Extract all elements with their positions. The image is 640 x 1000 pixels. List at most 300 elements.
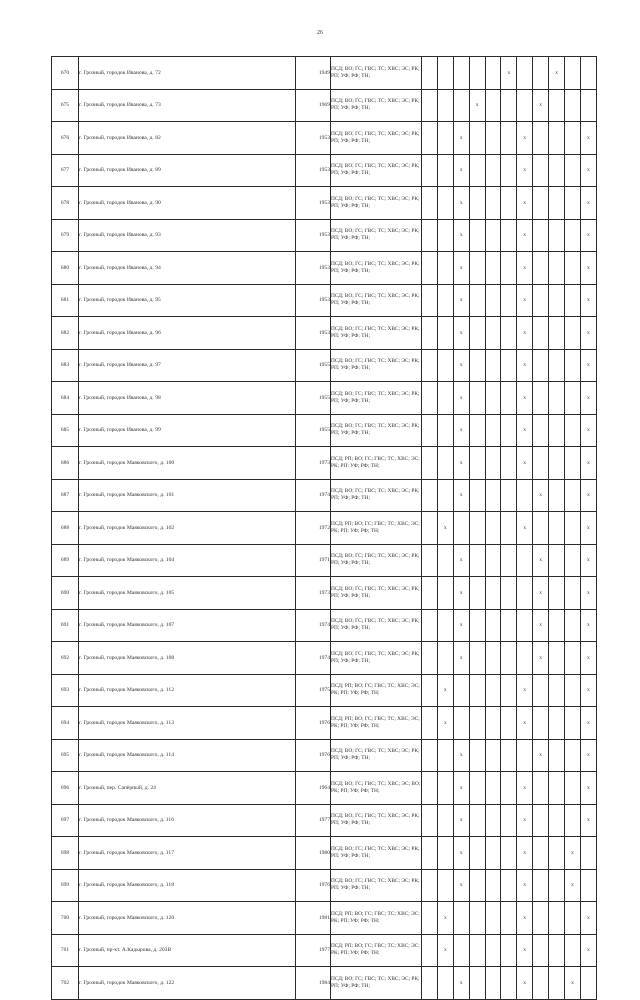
mark-cell: [469, 967, 485, 1000]
mark-cell: [533, 349, 549, 382]
mark-cell: [422, 122, 438, 155]
mark-cell: [453, 707, 469, 740]
mark-cell: [501, 122, 517, 155]
page-number: 26: [317, 30, 323, 36]
address-cell: г. Грозный, городок Маяковского, д. 108: [79, 642, 296, 675]
mark-cell: [549, 967, 565, 1000]
mark-cell: x: [580, 252, 596, 285]
mark-cell: [565, 252, 581, 285]
mark-cell: [501, 544, 517, 577]
mark-cell: x: [453, 739, 469, 772]
mark-cell: [469, 252, 485, 285]
systems-cell: ПСД; РП; ВО; ГС; ГВС; ТС; ХВС; ЭС; РК; РП; УФ; РФ; ТН;: [331, 707, 422, 740]
mark-cell: [437, 349, 453, 382]
mark-cell: [565, 219, 581, 252]
mark-cell: [437, 252, 453, 285]
row-number-cell: 695: [52, 739, 79, 772]
mark-cell: [533, 187, 549, 220]
table-row: [52, 219, 597, 252]
address-cell: г. Грозный, пер. Сапёрный, д. 24: [79, 772, 296, 805]
systems-cell: ПСД; РП; ВО; ГС; ГВС; ТС; ХВС; ЭС; РК; РП; УФ; РФ; ТН;: [331, 934, 422, 967]
mark-cell: x: [533, 609, 549, 642]
address-cell: г. Грозный, городок Маяковского, д. 107: [79, 609, 296, 642]
mark-cell: [469, 349, 485, 382]
mark-cell: x: [580, 577, 596, 610]
mark-cell: [422, 609, 438, 642]
address-cell: г. Грозный, городок Маяковского, д. 118: [79, 869, 296, 902]
mark-cell: [565, 934, 581, 967]
systems-cell: ПСД; ВО; ГС; ГВС; ТС; ХВС; ЭС; РК; РП; УФ; РФ; ТН;: [331, 284, 422, 317]
mark-cell: x: [517, 674, 533, 707]
mark-cell: x: [453, 219, 469, 252]
mark-cell: [437, 479, 453, 512]
address-cell: г. Грозный, городок Иванова, д. 89: [79, 154, 296, 187]
address-cell: г. Грозный, городок Маяковского, д. 100: [79, 447, 296, 480]
mark-cell: x: [437, 674, 453, 707]
systems-cell: ПСД; ВО; ГС; ГВС; ТС; ХВС; ЭС; РК; РП; УФ; РФ; ТН;: [331, 642, 422, 675]
mark-cell: [469, 577, 485, 610]
year-cell: 1981: [296, 902, 331, 935]
systems-cell: ПСД; ВО; ГС; ГВС; ТС; ХВС; ЭС; РК; РП; УФ; РФ; ТН;: [331, 869, 422, 902]
mark-cell: [422, 219, 438, 252]
table-row: [52, 837, 597, 870]
row-number-cell: 687: [52, 479, 79, 512]
mark-cell: x: [580, 902, 596, 935]
year-cell: 1953: [296, 252, 331, 285]
mark-cell: [533, 414, 549, 447]
mark-cell: [549, 89, 565, 122]
row-number-cell: 689: [52, 544, 79, 577]
mark-cell: x: [517, 902, 533, 935]
mark-cell: x: [453, 967, 469, 1000]
row-number-cell: 690: [52, 577, 79, 610]
mark-cell: x: [580, 609, 596, 642]
systems-cell: ПСД; ВО; ГС; ГВС; ТС; ХВС; ЭС; РК; РП; УФ; РФ; ТН;: [331, 187, 422, 220]
row-number-cell: 691: [52, 609, 79, 642]
mark-cell: [422, 804, 438, 837]
systems-cell: ПСД; ВО; ГС; ГВС; ТС; ХВС; ЭС; РК; РП; УФ; РФ; ТН;: [331, 577, 422, 610]
mark-cell: [549, 284, 565, 317]
mark-cell: [533, 869, 549, 902]
mark-cell: [453, 934, 469, 967]
mark-cell: x: [565, 837, 581, 870]
mark-cell: x: [453, 869, 469, 902]
mark-cell: [501, 642, 517, 675]
year-cell: 1953: [296, 122, 331, 155]
mark-cell: [549, 609, 565, 642]
row-number-cell: 675: [52, 89, 79, 122]
mark-cell: [437, 642, 453, 675]
mark-cell: x: [501, 57, 517, 90]
mark-cell: [485, 837, 501, 870]
mark-cell: x: [453, 544, 469, 577]
mark-cell: [437, 739, 453, 772]
mark-cell: [437, 187, 453, 220]
mark-cell: [422, 252, 438, 285]
address-cell: г. Грозный, городок Маяковского, д. 114: [79, 739, 296, 772]
systems-cell: ПСД; ВО; ГС; ГВС; ТС; ХВС; ЭС; РК; РП; УФ; РФ; ТН;: [331, 804, 422, 837]
mark-cell: [533, 967, 549, 1000]
address-cell: г. Грозный, городок Иванова, д. 99: [79, 414, 296, 447]
mark-cell: [565, 89, 581, 122]
mark-cell: [533, 284, 549, 317]
mark-cell: x: [580, 544, 596, 577]
mark-cell: [517, 479, 533, 512]
year-cell: 1969: [296, 89, 331, 122]
mark-cell: [422, 317, 438, 350]
mark-cell: [485, 479, 501, 512]
mark-cell: [485, 512, 501, 545]
mark-cell: [469, 154, 485, 187]
mark-cell: [469, 544, 485, 577]
mark-cell: x: [517, 252, 533, 285]
mark-cell: [485, 707, 501, 740]
mark-cell: x: [533, 577, 549, 610]
mark-cell: x: [453, 837, 469, 870]
table-row: [52, 609, 597, 642]
year-cell: 1972: [296, 512, 331, 545]
mark-cell: x: [517, 869, 533, 902]
table-row: [52, 869, 597, 902]
mark-cell: [437, 122, 453, 155]
year-cell: 1953: [296, 219, 331, 252]
address-cell: г. Грозный, городок Иванова, д. 93: [79, 219, 296, 252]
mark-cell: [517, 739, 533, 772]
year-cell: 1955: [296, 349, 331, 382]
mark-cell: [580, 837, 596, 870]
mark-cell: [533, 382, 549, 415]
table-row: [52, 804, 597, 837]
mark-cell: [453, 57, 469, 90]
address-cell: г. Грозный, городок Иванова, д. 97: [79, 349, 296, 382]
mark-cell: [485, 772, 501, 805]
mark-cell: x: [580, 414, 596, 447]
mark-cell: [469, 739, 485, 772]
row-number-cell: 678: [52, 187, 79, 220]
mark-cell: [469, 317, 485, 350]
mark-cell: x: [580, 382, 596, 415]
mark-cell: x: [533, 544, 549, 577]
mark-cell: x: [580, 739, 596, 772]
mark-cell: [422, 772, 438, 805]
mark-cell: [437, 57, 453, 90]
mark-cell: [501, 902, 517, 935]
mark-cell: x: [580, 479, 596, 512]
mark-cell: [437, 414, 453, 447]
year-cell: 1949: [296, 57, 331, 90]
mark-cell: [469, 447, 485, 480]
mark-cell: [501, 154, 517, 187]
housing-registry-table: [51, 56, 597, 1000]
mark-cell: [469, 187, 485, 220]
mark-cell: [517, 577, 533, 610]
mark-cell: [485, 447, 501, 480]
mark-cell: x: [453, 609, 469, 642]
row-number-cell: 680: [52, 252, 79, 285]
mark-cell: [501, 674, 517, 707]
systems-cell: ПСД; ВО; ГС; ГВС; ТС; ХВС; ЭС; РК; РП; УФ; РФ; ТН;: [331, 252, 422, 285]
mark-cell: x: [453, 252, 469, 285]
mark-cell: [501, 837, 517, 870]
row-number-cell: 677: [52, 154, 79, 187]
mark-cell: [469, 934, 485, 967]
mark-cell: [422, 284, 438, 317]
mark-cell: [549, 837, 565, 870]
mark-cell: [422, 707, 438, 740]
mark-cell: [437, 154, 453, 187]
year-cell: 1974: [296, 642, 331, 675]
row-number-cell: 681: [52, 284, 79, 317]
table-row: [52, 284, 597, 317]
address-cell: г. Грозный, городок Маяковского, д. 101: [79, 479, 296, 512]
mark-cell: [469, 512, 485, 545]
mark-cell: [437, 544, 453, 577]
address-cell: г. Грозный, городок Иванова, д. 96: [79, 317, 296, 350]
mark-cell: [485, 382, 501, 415]
address-cell: г. Грозный, городок Маяковского, д. 104: [79, 544, 296, 577]
address-cell: г. Грозный, городок Иванова, д. 95: [79, 284, 296, 317]
mark-cell: [549, 187, 565, 220]
address-cell: г. Грозный, городок Иванова, д. 72: [79, 57, 296, 90]
mark-cell: [533, 219, 549, 252]
address-cell: г. Грозный, пр-кт. А.Кадырова, д. 203В: [79, 934, 296, 967]
row-number-cell: 686: [52, 447, 79, 480]
mark-cell: [469, 284, 485, 317]
row-number-cell: 697: [52, 804, 79, 837]
mark-cell: [422, 414, 438, 447]
systems-cell: ПСД; РП; ВО; ГС; ГВС; ТС; ХВС; ЭС; РК; РП; УФ; РФ; ТН;: [331, 902, 422, 935]
mark-cell: [501, 739, 517, 772]
address-cell: г. Грозный, городок Маяковского, д. 105: [79, 577, 296, 610]
mark-cell: [422, 837, 438, 870]
mark-cell: [422, 89, 438, 122]
address-cell: г. Грозный, городок Маяковского, д. 113: [79, 707, 296, 740]
mark-cell: [437, 219, 453, 252]
mark-cell: x: [565, 869, 581, 902]
row-number-cell: 684: [52, 382, 79, 415]
mark-cell: [453, 674, 469, 707]
row-number-cell: 682: [52, 317, 79, 350]
mark-cell: [501, 349, 517, 382]
mark-cell: x: [580, 772, 596, 805]
mark-cell: [533, 122, 549, 155]
year-cell: 1980: [296, 837, 331, 870]
row-number-cell: 688: [52, 512, 79, 545]
mark-cell: x: [549, 57, 565, 90]
mark-cell: [549, 642, 565, 675]
mark-cell: [501, 219, 517, 252]
mark-cell: [485, 414, 501, 447]
mark-cell: x: [517, 219, 533, 252]
systems-cell: ПСД; ВО; ГС; ГВС; ТС; ХВС; ЭС; РК; РП; УФ; РФ; ТН;: [331, 739, 422, 772]
mark-cell: x: [517, 707, 533, 740]
mark-cell: x: [517, 154, 533, 187]
year-cell: 1971: [296, 544, 331, 577]
mark-cell: [422, 479, 438, 512]
mark-cell: [453, 512, 469, 545]
mark-cell: x: [580, 187, 596, 220]
mark-cell: x: [453, 577, 469, 610]
mark-cell: [422, 154, 438, 187]
table-row: [52, 57, 597, 90]
systems-cell: ПСД; ВО; ГС; ГВС; ТС; ХВС; ЭС; РК; РП; УФ; РФ; ТН;: [331, 57, 422, 90]
mark-cell: [533, 934, 549, 967]
mark-cell: [437, 317, 453, 350]
mark-cell: [422, 902, 438, 935]
mark-cell: x: [580, 642, 596, 675]
mark-cell: [422, 674, 438, 707]
row-number-cell: 683: [52, 349, 79, 382]
row-number-cell: 694: [52, 707, 79, 740]
mark-cell: [485, 154, 501, 187]
mark-cell: [469, 804, 485, 837]
mark-cell: [485, 89, 501, 122]
mark-cell: [533, 674, 549, 707]
mark-cell: [469, 609, 485, 642]
mark-cell: x: [437, 902, 453, 935]
mark-cell: [501, 707, 517, 740]
mark-cell: [533, 772, 549, 805]
address-cell: г. Грозный, городок Иванова, д. 90: [79, 187, 296, 220]
mark-cell: [533, 902, 549, 935]
mark-cell: [549, 739, 565, 772]
mark-cell: x: [453, 122, 469, 155]
row-number-cell: 702: [52, 967, 79, 1000]
mark-cell: [565, 414, 581, 447]
mark-cell: [485, 739, 501, 772]
year-cell: 1955: [296, 382, 331, 415]
mark-cell: x: [453, 382, 469, 415]
address-cell: г. Грозный, городок Маяковского, д. 102: [79, 512, 296, 545]
mark-cell: [549, 349, 565, 382]
mark-cell: x: [533, 739, 549, 772]
table-row: [52, 642, 597, 675]
mark-cell: x: [533, 479, 549, 512]
mark-cell: [580, 57, 596, 90]
systems-cell: ПСД; ВО; ГС; ГВС; ТС; ХВС; ЭС; РК; РП; УФ; РФ; ТН;: [331, 122, 422, 155]
address-cell: г. Грозный, городок Маяковского, д. 120: [79, 902, 296, 935]
table-row: [52, 317, 597, 350]
mark-cell: [422, 869, 438, 902]
address-cell: г. Грозный, городок Маяковского, д. 116: [79, 804, 296, 837]
mark-cell: [533, 57, 549, 90]
table-row: [52, 902, 597, 935]
systems-cell: ПСД; РП; ВО; ГС; ГВС; ТС; ХВС; ЭС; РК; РП; УФ; РФ; ТН;: [331, 674, 422, 707]
mark-cell: x: [565, 967, 581, 1000]
mark-cell: [549, 219, 565, 252]
mark-cell: [565, 284, 581, 317]
mark-cell: [485, 349, 501, 382]
mark-cell: x: [453, 317, 469, 350]
mark-cell: [549, 447, 565, 480]
mark-cell: [485, 252, 501, 285]
mark-cell: [533, 512, 549, 545]
mark-cell: [469, 122, 485, 155]
mark-cell: [501, 804, 517, 837]
table-row: [52, 674, 597, 707]
address-cell: г. Грозный, городок Маяковского, д. 112: [79, 674, 296, 707]
mark-cell: [485, 642, 501, 675]
mark-cell: [437, 837, 453, 870]
mark-cell: [549, 772, 565, 805]
mark-cell: [501, 479, 517, 512]
mark-cell: [422, 934, 438, 967]
mark-cell: x: [453, 154, 469, 187]
mark-cell: [565, 544, 581, 577]
mark-cell: x: [453, 349, 469, 382]
mark-cell: [549, 122, 565, 155]
year-cell: 1976: [296, 739, 331, 772]
year-cell: 1973: [296, 577, 331, 610]
mark-cell: x: [453, 187, 469, 220]
mark-cell: [565, 609, 581, 642]
mark-cell: [501, 414, 517, 447]
mark-cell: [549, 707, 565, 740]
mark-cell: x: [453, 414, 469, 447]
row-number-cell: 700: [52, 902, 79, 935]
mark-cell: [437, 382, 453, 415]
row-number-cell: 701: [52, 934, 79, 967]
mark-cell: [501, 609, 517, 642]
year-cell: 1953: [296, 187, 331, 220]
mark-cell: x: [517, 122, 533, 155]
mark-cell: [437, 804, 453, 837]
mark-cell: [469, 382, 485, 415]
mark-cell: [517, 89, 533, 122]
mark-cell: x: [580, 284, 596, 317]
systems-cell: ПСД; ВО; ГС; ГВС; ТС; ХВС; ЭС; ВО; РК; РП; УФ; РФ; ТН;: [331, 772, 422, 805]
mark-cell: x: [580, 804, 596, 837]
table-row: [52, 414, 597, 447]
mark-cell: [549, 869, 565, 902]
table-row: [52, 577, 597, 610]
mark-cell: [565, 739, 581, 772]
mark-cell: [549, 154, 565, 187]
mark-cell: [437, 609, 453, 642]
mark-cell: [485, 577, 501, 610]
systems-cell: ПСД; РП; ВО; ГС; ГВС; ТС; ХВС; ЭС; РК; РП; УФ; РФ; ТН;: [331, 447, 422, 480]
mark-cell: [501, 447, 517, 480]
mark-cell: [580, 89, 596, 122]
mark-cell: [565, 674, 581, 707]
mark-cell: [422, 187, 438, 220]
mark-cell: [580, 967, 596, 1000]
mark-cell: x: [453, 447, 469, 480]
mark-cell: [422, 512, 438, 545]
mark-cell: x: [580, 934, 596, 967]
mark-cell: [501, 187, 517, 220]
table-row: [52, 512, 597, 545]
mark-cell: [549, 804, 565, 837]
mark-cell: x: [517, 967, 533, 1000]
mark-cell: x: [533, 642, 549, 675]
systems-cell: ПСД; ВО; ГС; ГВС; ТС; ХВС; ЭС; РК; РП; УФ; РФ; ТН;: [331, 479, 422, 512]
mark-cell: [501, 577, 517, 610]
mark-cell: [501, 89, 517, 122]
mark-cell: x: [580, 349, 596, 382]
mark-cell: [469, 479, 485, 512]
mark-cell: [469, 57, 485, 90]
systems-cell: ПСД; ВО; ГС; ГВС; ТС; ХВС; ЭС; РК; РП; УФ; РФ; ТН;: [331, 544, 422, 577]
mark-cell: [437, 89, 453, 122]
row-number-cell: 698: [52, 837, 79, 870]
mark-cell: x: [517, 187, 533, 220]
mark-cell: [549, 414, 565, 447]
year-cell: 1955: [296, 414, 331, 447]
systems-cell: ПСД; ВО; ГС; ГВС; ТС; ХВС; ЭС; РК; РП; УФ; РФ; ТН;: [331, 414, 422, 447]
mark-cell: [549, 902, 565, 935]
mark-cell: [565, 382, 581, 415]
